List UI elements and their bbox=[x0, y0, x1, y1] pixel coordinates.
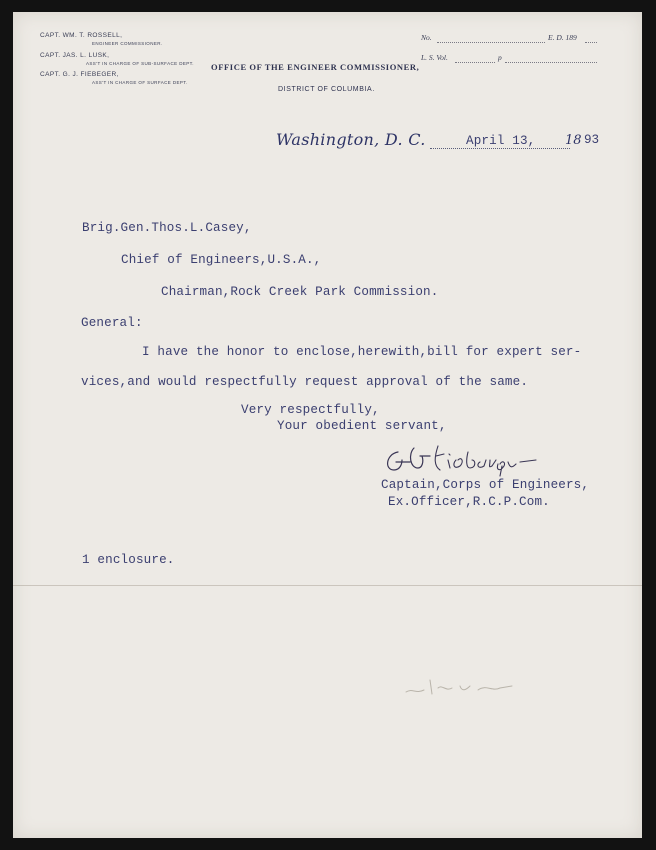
no-label: No. bbox=[421, 33, 432, 42]
p-dotted-line bbox=[505, 62, 597, 63]
officer-1 bbox=[40, 32, 163, 46]
addressee-line-2: Chief of Engineers,U.S.A., bbox=[121, 253, 322, 267]
addressee-line-1: Brig.Gen.Thos.L.Casey, bbox=[82, 221, 252, 235]
officer-2-name: CAPT. JAS. L. LUSK, bbox=[40, 52, 110, 59]
officer-3 bbox=[40, 71, 188, 85]
date-dotted-line bbox=[430, 148, 570, 149]
date-typed: April 13, bbox=[466, 134, 536, 148]
officer-1-name: CAPT. WM. T. ROSSELL, bbox=[40, 32, 123, 39]
no-dotted-line bbox=[437, 42, 545, 43]
addressee-line-3: Chairman,Rock Creek Park Commission. bbox=[161, 285, 439, 299]
ls-dotted-line bbox=[455, 62, 495, 63]
p-label: p bbox=[498, 53, 502, 62]
signature-title-1: Captain,Corps of Engineers, bbox=[381, 478, 590, 492]
year-prefix: 18 bbox=[565, 133, 582, 148]
year-typed: 93 bbox=[584, 133, 600, 147]
officer-1-title: ENGINEER COMMISSIONER. bbox=[92, 41, 163, 46]
body-line-2: vices,and would respectfully request approval of the same. bbox=[81, 375, 529, 389]
officer-3-title: ASS'T IN CHARGE OF SURFACE DEPT. bbox=[92, 80, 188, 85]
officer-3-name: CAPT. G. J. FIEBEGER, bbox=[40, 71, 119, 78]
officer-2 bbox=[40, 52, 194, 66]
closing-line-1: Very respectfully, bbox=[241, 403, 380, 417]
handwritten-signature bbox=[380, 442, 550, 478]
body-line-1: I have the honor to enclose,herewith,bill for expert ser- bbox=[142, 345, 582, 359]
place-script: Washington, D. C. bbox=[276, 130, 426, 149]
office-heading: OFFICE OF THE ENGINEER COMMISSIONER, bbox=[211, 62, 420, 72]
ed-label: E. D. 189 bbox=[548, 33, 577, 42]
ls-vol-label: L. S. Vol. bbox=[421, 53, 448, 62]
pencil-notation-mark bbox=[402, 674, 532, 700]
salutation: General: bbox=[81, 316, 143, 330]
ed-dotted-line bbox=[585, 42, 597, 43]
fold-crease bbox=[13, 585, 642, 586]
closing-line-2: Your obedient servant, bbox=[277, 419, 447, 433]
signature-title-2: Ex.Officer,R.C.P.Com. bbox=[388, 495, 550, 509]
officer-2-title: ASS'T IN CHARGE OF SUB-SURFACE DEPT. bbox=[86, 61, 194, 66]
enclosure-note: 1 enclosure. bbox=[82, 553, 175, 567]
district-heading: DISTRICT OF COLUMBIA. bbox=[278, 86, 375, 93]
